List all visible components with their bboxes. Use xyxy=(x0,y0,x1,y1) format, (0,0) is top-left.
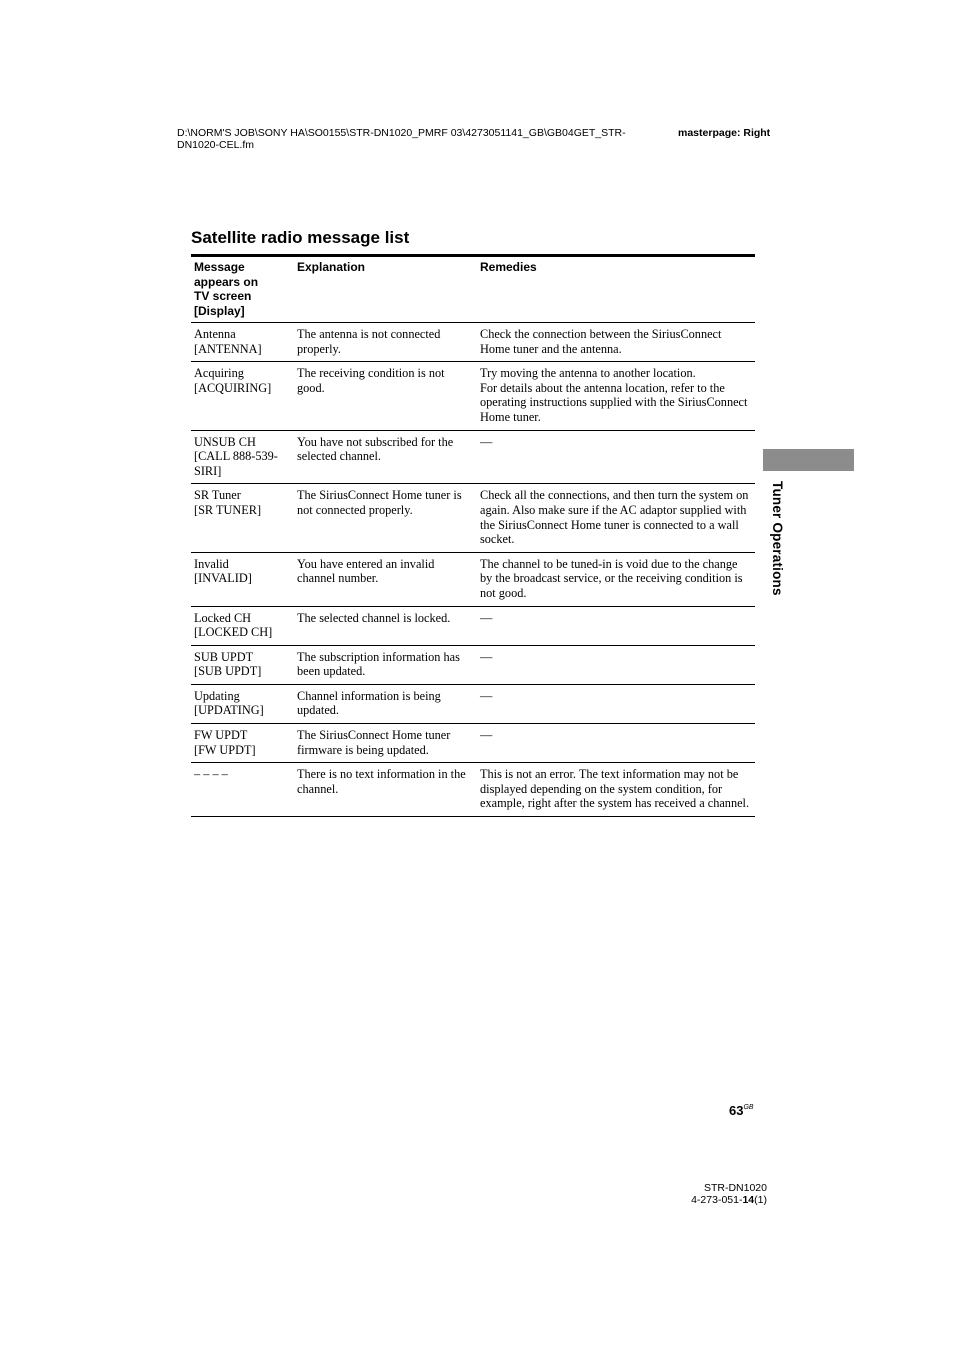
table-row xyxy=(191,362,755,430)
table-row xyxy=(191,724,755,763)
header-message-line: appears on xyxy=(194,274,259,289)
display-text: [CALL 888-539-SIRI] xyxy=(194,449,278,478)
cell-message xyxy=(191,606,294,645)
table-row xyxy=(191,430,755,484)
cell-message xyxy=(191,552,294,606)
cell-message xyxy=(191,430,294,484)
message-text: Antenna xyxy=(194,327,236,341)
table-row xyxy=(191,484,755,552)
footer-code-suffix: (1) xyxy=(754,1194,767,1206)
message-text: UNSUB CH xyxy=(194,434,256,449)
message-text: SUB UPDT xyxy=(194,649,254,664)
table-row xyxy=(191,684,755,723)
side-tab-label: Tuner Operations xyxy=(770,481,785,596)
remedy-text: For details about the antenna location, refer to the operating instructions supplied with the SiriusConnect Home tuner. xyxy=(480,380,748,424)
remedy-text: Check the connection between the SiriusConnect Home tuner and the antenna. xyxy=(480,327,722,356)
cell-remedies xyxy=(477,763,755,817)
table-row xyxy=(191,552,755,606)
message-text: – – – – xyxy=(194,767,228,782)
message-text: SR Tuner xyxy=(194,488,241,503)
display-text: [UPDATING] xyxy=(194,703,264,718)
footer-code-bold: 14 xyxy=(742,1194,755,1206)
remedy-text: — xyxy=(480,688,493,703)
remedy-text: — xyxy=(480,434,493,449)
file-path-line-2: DN1020-CEL.fm xyxy=(177,139,255,151)
file-path-header xyxy=(177,127,667,151)
cell-explanation: The SiriusConnect Home tuner firmware is being updated. xyxy=(294,724,477,763)
cell-explanation: There is no text information in the channel. xyxy=(294,763,477,817)
remedy-text: The channel to be tuned-in is void due to the change by the broadcast service, or the receiving condition is not good. xyxy=(480,556,743,600)
cell-remedies xyxy=(477,362,755,430)
cell-explanation: The antenna is not connected properly. xyxy=(294,323,477,362)
display-text: [INVALID] xyxy=(194,571,252,586)
display-text: [SR TUNER] xyxy=(194,502,262,517)
page-number-value: 63 xyxy=(729,1103,744,1118)
display-text: [ACQUIRING] xyxy=(194,380,272,395)
table-row xyxy=(191,323,755,362)
display-text: [FW UPDT] xyxy=(194,742,256,757)
cell-remedies xyxy=(477,323,755,362)
table-row xyxy=(191,763,755,817)
cell-message xyxy=(191,484,294,552)
remedy-text: — xyxy=(480,610,493,625)
header-message xyxy=(191,256,294,323)
display-text: [LOCKED CH] xyxy=(194,625,273,640)
cell-explanation: The subscription information has been updated. xyxy=(294,645,477,684)
message-text: Acquiring xyxy=(194,366,244,381)
cell-remedies xyxy=(477,724,755,763)
message-text: FW UPDT xyxy=(194,728,248,743)
masterpage-label: masterpage: Right xyxy=(678,127,771,139)
page-number-suffix: GB xyxy=(743,1104,754,1111)
message-table xyxy=(191,254,755,817)
remedy-text: — xyxy=(480,649,493,664)
header-message-line: [Display] xyxy=(194,303,245,318)
cell-remedies xyxy=(477,606,755,645)
cell-remedies xyxy=(477,645,755,684)
cell-explanation: Channel information is being updated. xyxy=(294,684,477,723)
section-title: Satellite radio message list xyxy=(191,228,410,247)
header-explanation: Explanation xyxy=(294,256,477,323)
remedy-text: Check all the connections, and then turn the system on again. Also make sure if the AC adaptor supplied with the SiriusConnect Home tuner is connected to a wall socket. xyxy=(480,488,749,547)
message-text: Updating xyxy=(194,688,240,703)
display-text: [ANTENNA] xyxy=(194,341,262,356)
message-text: Locked CH xyxy=(194,610,252,625)
table-row xyxy=(191,645,755,684)
file-path-line-1: D:\NORM'S JOB\SONY HA\SO0155\STR-DN1020_PMRF 03\4273051141_GB\GB04GET_STR- xyxy=(177,127,626,139)
cell-remedies xyxy=(477,684,755,723)
cell-remedies xyxy=(477,484,755,552)
cell-explanation: You have not subscribed for the selected channel. xyxy=(294,430,477,484)
cell-explanation: The receiving condition is not good. xyxy=(294,362,477,430)
cell-message xyxy=(191,323,294,362)
footer-code xyxy=(691,1194,767,1206)
cell-message xyxy=(191,362,294,430)
footer xyxy=(691,1182,767,1206)
cell-remedies xyxy=(477,430,755,484)
header-remedies: Remedies xyxy=(477,256,755,323)
cell-remedies xyxy=(477,552,755,606)
header-message-line: TV screen xyxy=(194,289,252,303)
display-text: [SUB UPDT] xyxy=(194,664,262,679)
header-message-line: Message xyxy=(194,260,245,274)
cell-explanation: The selected channel is locked. xyxy=(294,606,477,645)
table-header-row xyxy=(191,256,755,323)
cell-message xyxy=(191,724,294,763)
cell-explanation: You have entered an invalid channel number. xyxy=(294,552,477,606)
remedy-text: Try moving the antenna to another location. xyxy=(480,366,696,381)
cell-message xyxy=(191,645,294,684)
cell-message xyxy=(191,684,294,723)
message-text: Invalid xyxy=(194,556,229,571)
side-tab-marker xyxy=(763,449,854,471)
remedy-text: — xyxy=(480,728,493,743)
page-number xyxy=(729,1103,754,1118)
footer-model: STR-DN1020 xyxy=(703,1182,767,1194)
table-row xyxy=(191,606,755,645)
cell-explanation: The SiriusConnect Home tuner is not connected properly. xyxy=(294,484,477,552)
cell-message xyxy=(191,763,294,817)
footer-code-prefix: 4-273-051- xyxy=(691,1194,743,1206)
remedy-text: This is not an error. The text information may not be displayed depending on the system condition, for example, right after the system has received a channel. xyxy=(480,767,750,811)
